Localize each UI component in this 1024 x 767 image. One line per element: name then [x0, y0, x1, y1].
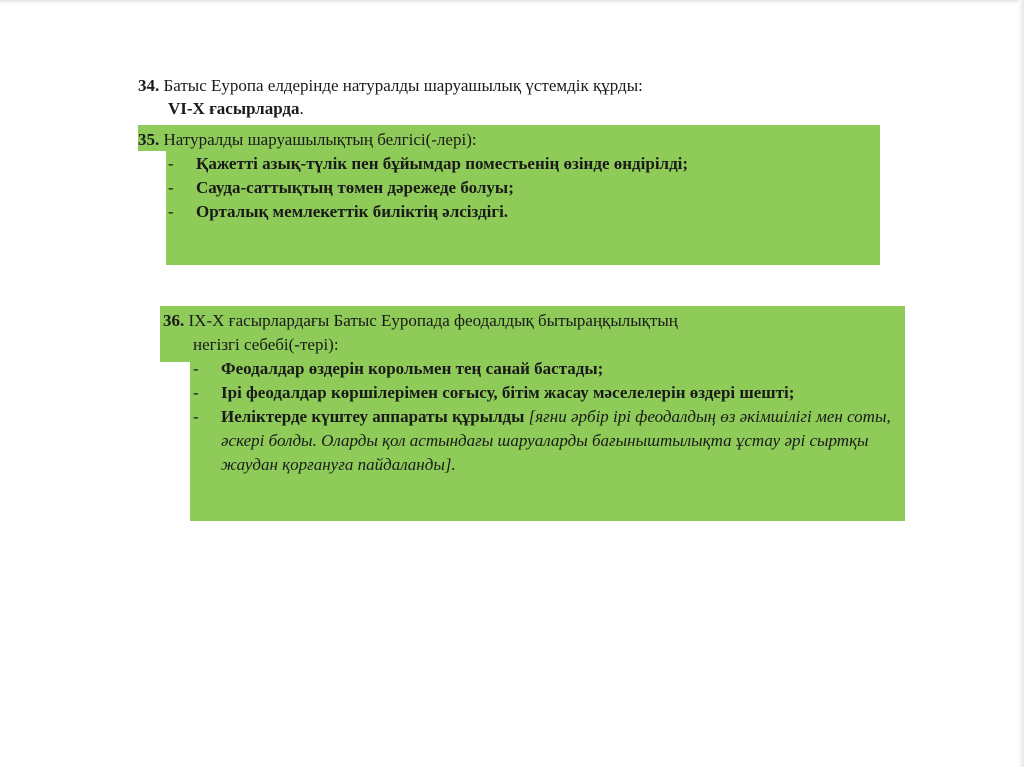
dash-bullet: - — [193, 359, 199, 378]
list-item-text: Орталық мемлекеттік биліктің әлсіздігі. — [196, 202, 509, 221]
list-item — [138, 200, 878, 224]
list-item-text: Иеліктерде күштеу аппараты құрылды — [221, 407, 525, 426]
question-34-answer — [138, 97, 838, 120]
list-item-text: Феодалдар өздерін корольмен тең санай бастады; — [221, 359, 604, 378]
answer-list — [163, 357, 903, 477]
list-item — [138, 176, 878, 200]
list-item-text: Қажетті азық-түлік пен бұйымдар поместьенің өзінде өндірілді; — [196, 154, 689, 173]
question-35 — [138, 128, 878, 224]
list-item-text: Ірі феодалдар көршілерімен соғысу, бітім жасау мәселелерін өздері шешті; — [221, 383, 795, 402]
question-35-line — [138, 128, 878, 152]
dash-bullet: - — [193, 407, 199, 426]
question-36 — [163, 309, 903, 477]
question-number: 35. — [138, 130, 160, 149]
list-item — [163, 405, 903, 477]
question-34-line — [138, 74, 838, 97]
question-text: Батыс Еуропа елдерінде натуралды шаруашылық үстемдік құрды: — [163, 76, 643, 95]
slide-edge-shadow-right — [1018, 0, 1024, 767]
list-item — [138, 152, 878, 176]
question-36-line-2 — [163, 333, 903, 357]
question-number: 34. — [138, 76, 160, 95]
question-36-line — [163, 309, 903, 333]
list-item — [163, 381, 903, 405]
explanatory-note: [яғни әрбір ірі феодалдың өз әкімшілігі мен соты, әскері болды. Оларды қол астындағы шаруаларды бағыныштылықта ұстау әрі сыртқы жаудан қорғануға пайдаланды]. — [221, 407, 891, 474]
dash-bullet: - — [193, 383, 199, 402]
list-item — [163, 357, 903, 381]
question-number: 36. — [163, 311, 185, 330]
question-text: IX-X ғасырлардағы Батыс Еуропада феодалдық бытыраңқылықтың — [188, 311, 678, 330]
dash-bullet: - — [168, 178, 174, 197]
slide-edge-shadow — [0, 0, 1024, 4]
answer-list — [138, 152, 878, 224]
answer-period: . — [299, 99, 304, 118]
question-34 — [138, 74, 838, 120]
dash-bullet: - — [168, 202, 174, 221]
list-item-text: Сауда-саттықтың төмен дәрежеде болуы; — [196, 178, 514, 197]
answer-text: VI-X ғасырларда — [168, 99, 300, 118]
dash-bullet: - — [168, 154, 174, 173]
question-text-cont: негізгі себебі(-тері): — [193, 335, 339, 354]
question-text: Натуралды шаруашылықтың белгісі(-лері): — [163, 130, 477, 149]
